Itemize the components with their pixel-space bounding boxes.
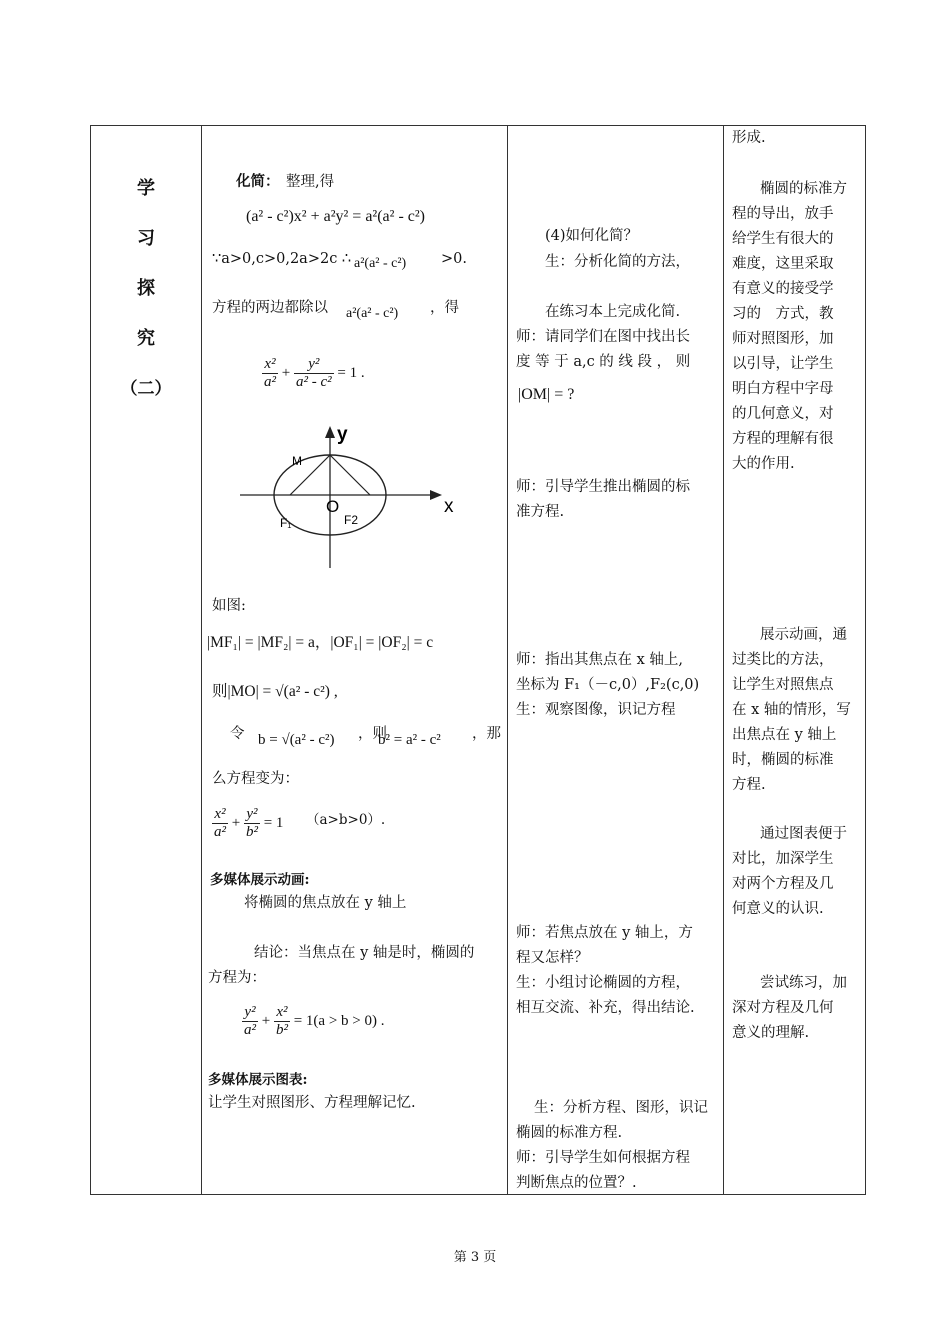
y-axis-arrow — [325, 426, 335, 438]
because-tail: >0. — [441, 251, 467, 267]
intent-paragraph-4 — [732, 971, 847, 1046]
intent-formed: 形成. — [732, 130, 766, 146]
teacher-question-2: 程又怎样？ — [516, 950, 589, 966]
fraction-numerator: x² — [212, 806, 228, 824]
student-discuss-2: 相互交流、补充，得出结论. — [516, 1000, 695, 1016]
question-simplify: (4)如何化简？ — [545, 228, 639, 244]
equation-rhs: = 1 — [263, 814, 284, 831]
section-char: 习 — [137, 228, 155, 249]
equation-standard-x: $\frac{\text{x²}}{\text{a²}}$ + $\frac{\text{y²}}{\text{b²}}$ = 1 — [214, 806, 284, 840]
simplify-heading: 化简： — [236, 173, 280, 190]
intent-line: 有意义的接受学 — [732, 281, 834, 297]
fraction-numerator: y² — [242, 1004, 258, 1022]
becomes-text: 么方程变为： — [212, 771, 299, 787]
intent-line: 习的 方式，教 — [732, 306, 834, 322]
teacher-guide-2: 准方程. — [516, 504, 565, 520]
teacher-question: 师：若焦点放在 y 轴上，方 — [516, 925, 693, 941]
student-practice: 在练习本上完成化简. — [545, 304, 681, 320]
b-squared-relation: b² = a² - c² — [378, 732, 441, 748]
intent-line: 对两个方程及几 — [732, 876, 834, 892]
x-axis-arrow — [430, 490, 442, 500]
label-f2: F2 — [344, 513, 359, 527]
teacher-focus: 师：指出其焦点在 x 轴上, — [516, 652, 684, 668]
intent-line: 方程. — [732, 777, 766, 793]
equation-rhs: = 1 . — [337, 364, 365, 381]
fraction-numerator: y² — [294, 356, 334, 374]
because-text: ∵a>0,c>0,2a>2c ∴ — [212, 251, 352, 267]
let-tail: ，那 — [472, 726, 501, 742]
fraction-numerator: x² — [274, 1004, 290, 1022]
teacher-prompt-2: 度 等 于 a,c 的 线 段 ， 则 — [516, 354, 691, 370]
multimedia-chart-heading: 多媒体展示图表: — [208, 1072, 308, 1088]
section-char: 究 — [137, 328, 155, 349]
animation-description: 将椭圆的焦点放在 y 轴上 — [244, 895, 407, 911]
page-number: 第 3 页 — [453, 1250, 497, 1265]
let-b-definition: b = √(a² - c²) — [258, 732, 335, 748]
intent-line: 的几何意义，对 — [732, 406, 834, 422]
label-f1: F₁ — [280, 516, 292, 530]
intent-line: 尝试练习，加 — [760, 975, 847, 991]
intent-line: 深对方程及几何 — [732, 1000, 834, 1016]
teacher-prompt: 师：请同学们在图中找出长 — [516, 329, 690, 345]
equation-rhs: = 1(a > b > 0) . — [293, 1012, 385, 1029]
student-discuss: 生：小组讨论椭圆的方程， — [516, 975, 690, 991]
teacher-judge-2: 判断焦点的位置？. — [516, 1175, 637, 1191]
equation-standard-y: $\frac{\text{y²}}{\text{a²}}$ + $\frac{\text{x²}}{\text{b²}}$ = 1(a > b > 0) . — [244, 1004, 385, 1038]
intent-line: 何意义的认识. — [732, 901, 824, 917]
teacher-guide: 师：引导学生推出椭圆的标 — [516, 479, 690, 495]
student-identify-2: 椭圆的标准方程. — [516, 1125, 623, 1141]
student-analyze: 生：分析化简的方法， — [545, 254, 690, 270]
fraction-numerator: x² — [262, 356, 278, 374]
intent-line: 过类比的方法， — [732, 652, 834, 668]
label-y: y — [337, 424, 348, 445]
divide-expression: a²(a² - c²) — [346, 306, 399, 321]
label-x: x — [444, 496, 454, 517]
equation-expanded: (a² - c²)x² + a²y² = a²(a² - c²) — [246, 208, 425, 225]
label-m: M — [292, 454, 302, 468]
segment-mf2 — [330, 455, 370, 495]
column-divider — [507, 126, 508, 1194]
because-expression: a²(a² - c²) — [354, 256, 407, 271]
ellipse-figure — [238, 420, 458, 570]
section-char: 学 — [137, 178, 155, 199]
student-observe: 生：观察图像，识记方程 — [516, 702, 676, 718]
intent-line: 意义的理解. — [732, 1025, 810, 1041]
intent-line: 难度，这里采取 — [732, 256, 834, 272]
teacher-judge: 师：引导学生如何根据方程 — [516, 1150, 690, 1166]
intent-line: 师对照图形，加 — [732, 331, 834, 347]
fraction-denominator: a² - c² — [295, 374, 332, 390]
fraction-denominator: b² — [275, 1022, 288, 1038]
intent-line: 椭圆的标准方 — [760, 181, 847, 197]
simplify-text: 整理,得 — [286, 174, 335, 190]
label-o: O — [326, 497, 340, 516]
intent-line: 出焦点在 y 轴上 — [732, 727, 837, 743]
intent-paragraph-1 — [732, 177, 847, 477]
intent-line: 程的导出，放手 — [732, 206, 834, 222]
mo-relation: 则|MO| = √(a² - c²) , — [212, 683, 338, 700]
intent-paragraph-3 — [732, 822, 847, 922]
intent-line: 通过图表便于 — [760, 826, 847, 842]
focus-coordinates: 坐标为 F₁（－c,0）,F₂(c,0) — [516, 677, 700, 693]
intent-paragraph-2 — [732, 623, 851, 798]
fraction-denominator: a² — [244, 1022, 256, 1038]
fraction-denominator: a² — [214, 824, 226, 840]
fraction-numerator: y² — [244, 806, 260, 824]
intent-line: 大的作用. — [732, 456, 795, 472]
column-divider — [723, 126, 724, 1194]
let-text: 令 — [230, 726, 245, 742]
student-identify: 生：分析方程、图形，识记 — [534, 1100, 708, 1116]
conclusion-text-2: 方程为： — [208, 970, 266, 986]
intent-line: 时，椭圆的标准 — [732, 752, 834, 768]
divide-text: 方程的两边都除以 — [212, 300, 328, 316]
let-then: ，则 — [358, 726, 387, 742]
conclusion-text: 结论：当焦点在 y 轴是时，椭圆的 — [254, 945, 475, 961]
intent-line: 展示动画，通 — [760, 627, 847, 643]
condition-text: （a>b>0）. — [306, 812, 386, 828]
section-char: （二） — [120, 379, 172, 399]
intent-line: 明白方程中字母 — [732, 381, 834, 397]
intent-line: 方程的理解有很 — [732, 431, 834, 447]
column-divider — [201, 126, 202, 1194]
intent-line: 对比，加深学生 — [732, 851, 834, 867]
section-char: 探 — [137, 278, 155, 299]
mf-of-relation: |MF₁| = |MF₂| = a，|OF₁| = |OF₂| = c — [207, 634, 434, 651]
intent-line: 让学生对照焦点 — [732, 677, 834, 693]
fraction-denominator: b² — [245, 824, 258, 840]
divide-tail: ，得 — [430, 300, 459, 316]
as-figure-text: 如图: — [212, 598, 246, 614]
chart-description: 让学生对照图形、方程理解记忆. — [208, 1095, 416, 1111]
fraction-denominator: a² — [264, 374, 276, 390]
intent-line: 给学生有很大的 — [732, 231, 834, 247]
intent-line: 在 x 轴的情形，写 — [732, 702, 851, 718]
multimedia-animation-heading: 多媒体展示动画: — [210, 872, 310, 888]
intent-line: 以引导，让学生 — [732, 356, 834, 372]
om-question: |OM| = ? — [518, 386, 575, 403]
equation-ellipse-ac: $\frac{\text{x²}}{\text{a²}}$ + $\frac{\text{y²}}{\text{a² - c²}}$ = 1 . — [264, 356, 365, 390]
